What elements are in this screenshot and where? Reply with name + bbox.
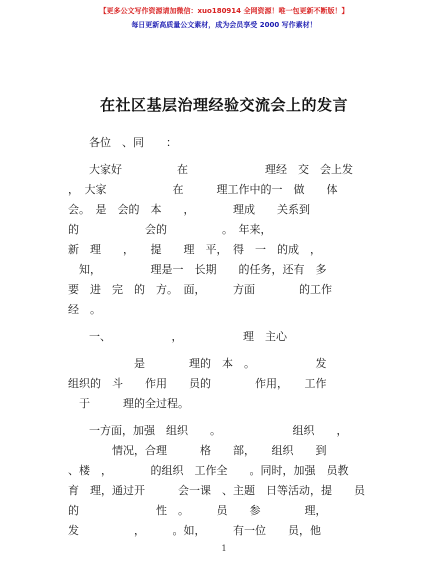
body-line-3: ， 大家 在 理工作中的一 做 体 [68,183,338,196]
header-banner-promo: 【更多公文写作资源请加微信：xuo180914 全网资源！唯一包更新不断版！】 [99,7,349,15]
body-line-8: 要 进 完 的 方。 面， 方面 的工作 [68,283,332,296]
section-heading-1: 一、 ， 理 主心 [89,330,287,343]
body-line-16: 、楼 ， 的组织 工作全 。同时，加强 员教 [68,464,349,477]
body-line-17: 育 理，通过开 会一课 、主题 日等活动，提 员 [68,484,365,497]
page-number: 1 [221,544,227,553]
body-line-6: 新 理 ， 提 理 平， 得 一 的成 ， [68,243,321,256]
body-line-13: 于 理的全过程。 [68,397,189,410]
body-line-14: 一方面，加强 组织 。 组织 ， [89,424,348,437]
body-line-18: 的 性 。 员 参 理， [68,504,327,517]
body-line-5: 的 会的 。 年来， [68,223,272,236]
body-line-15: 情况，合理 格 部， 组织 到 [68,444,327,457]
body-line-9: 经 。 [68,303,101,316]
body-line-7: 知， 理是一 长期 的任务，还有 多 [68,263,327,276]
body-line-19: 发 ， 。如， 有一位 员，他 [68,524,321,537]
body-line-11: 是 理的 本 。 发 [68,357,327,370]
document-title: 在社区基层治理经验交流会上的发言 [99,96,348,114]
body-line-1: 各位 、同 ： [89,136,177,149]
body-line-12: 组织的 斗 作用 员的 作用， 工作 [68,377,327,390]
body-line-2: 大家好 在 理经 交 会上发 [89,163,353,176]
header-banner-subtitle: 每日更新高质量公文素材，成为会员享受 2000 写作素材！ [131,21,317,29]
body-line-4: 会。 是 会的 本 ， 理成 关系到 [68,203,310,216]
